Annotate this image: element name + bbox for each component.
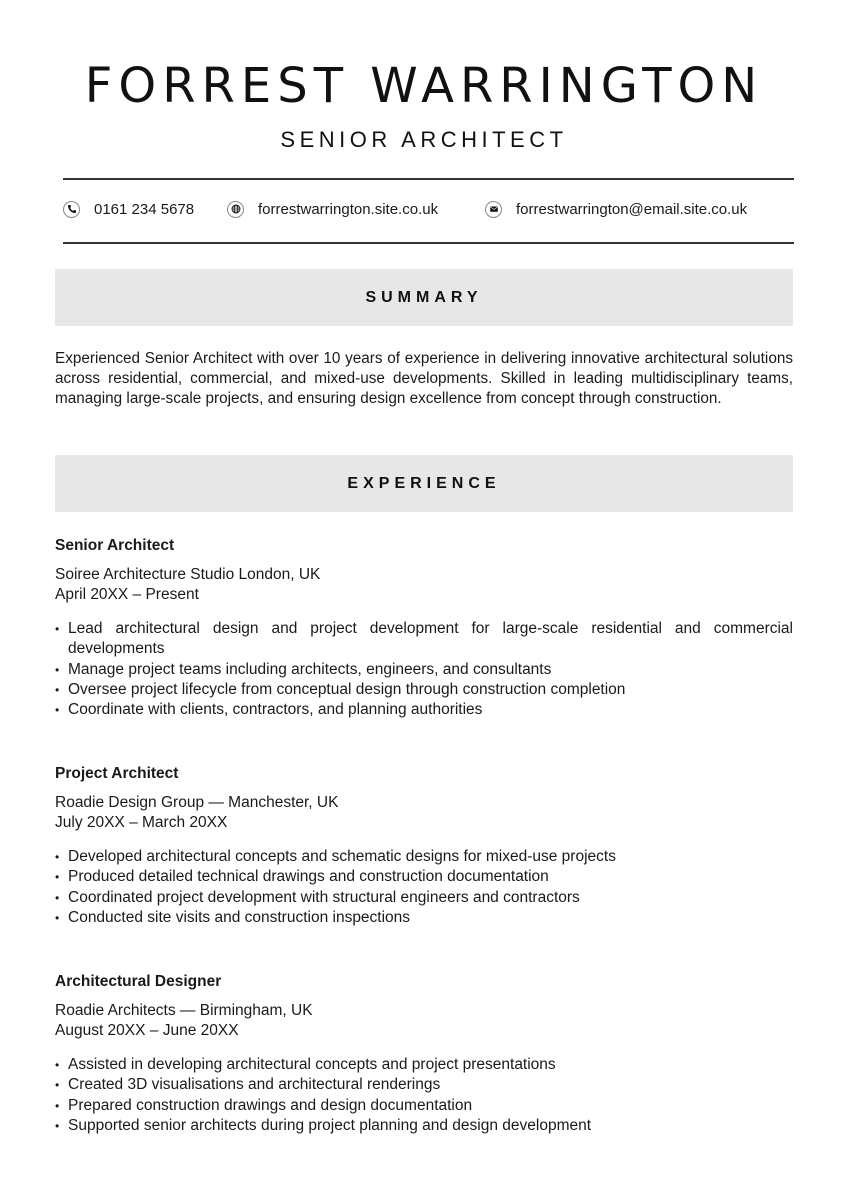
divider-bottom — [63, 242, 794, 244]
job-title: SENIOR ARCHITECT — [280, 127, 568, 152]
bullet-item: • Oversee project lifecycle from conceptual design through construction completion — [55, 680, 793, 700]
bullet-item: • Produced detailed technical drawings and construction documentation — [55, 867, 793, 887]
bullet-item: • Assisted in developing architectural concepts and project presentations — [55, 1055, 793, 1075]
website-link[interactable]: forrestwarrington.site.co.uk — [258, 200, 439, 218]
bullet-item: • Prepared construction drawings and design documentation — [55, 1096, 793, 1116]
contact-email — [485, 197, 747, 221]
email-link[interactable]: forrestwarrington@email.site.co.uk — [516, 200, 748, 218]
contact-website — [227, 197, 438, 221]
bullet-item: • Coordinate with clients, contractors, and planning authorities — [55, 700, 793, 720]
phone-number[interactable]: 0161 234 5678 — [94, 200, 195, 218]
job-entry-dates: April 20XX – Present — [55, 586, 199, 603]
job-entry — [55, 764, 793, 928]
job-entry-title: Architectural Designer — [55, 973, 222, 990]
summary-text: Experienced Senior Architect with over 10 years of experience in delivering innovative architectural solutions across residential, commercial, and mixed-use developments. Skilled in leading multidisciplinary teams, managing large-scale projects, and ensuring design excellence from concept through construction. — [55, 350, 793, 408]
bullet-item: • Conducted site visits and construction inspections — [55, 908, 793, 928]
phone-icon — [63, 201, 80, 218]
experience-heading: EXPERIENCE — [55, 455, 793, 512]
summary-heading: SUMMARY — [55, 269, 793, 326]
job-entry — [55, 536, 793, 720]
job-entry-title: Senior Architect — [55, 537, 175, 554]
bullet-item: • Created 3D visualisations and architectural renderings — [55, 1075, 793, 1095]
job-entry-company: Roadie Design Group — Manchester, UK — [55, 794, 339, 811]
globe-icon — [227, 201, 244, 218]
bullet-item: • Supported senior architects during project planning and design development — [55, 1116, 793, 1136]
job-entry-title: Project Architect — [55, 765, 179, 782]
bullet-item: • Lead architectural design and project development for large-scale residential and commercial developments — [55, 619, 793, 660]
job-entry-bullets — [55, 619, 793, 720]
bullet-item: • Coordinated project development with structural engineers and contractors — [55, 888, 793, 908]
divider-top — [63, 178, 794, 180]
job-entry-bullets — [55, 1055, 793, 1136]
bullet-item: • Developed architectural concepts and schematic designs for mixed-use projects — [55, 847, 793, 867]
job-entry-dates: August 20XX – June 20XX — [55, 1022, 239, 1039]
candidate-name: FORREST WARRINGTON — [84, 58, 764, 114]
job-entry-company: Roadie Architects — Birmingham, UK — [55, 1002, 313, 1019]
bullet-item: • Manage project teams including architects, engineers, and consultants — [55, 660, 793, 680]
mail-icon — [485, 201, 502, 218]
job-entry-company: Soiree Architecture Studio London, UK — [55, 566, 321, 583]
contact-phone — [63, 197, 194, 221]
job-entry-dates: July 20XX – March 20XX — [55, 814, 228, 831]
job-entry — [55, 972, 793, 1136]
job-entry-bullets — [55, 847, 793, 928]
